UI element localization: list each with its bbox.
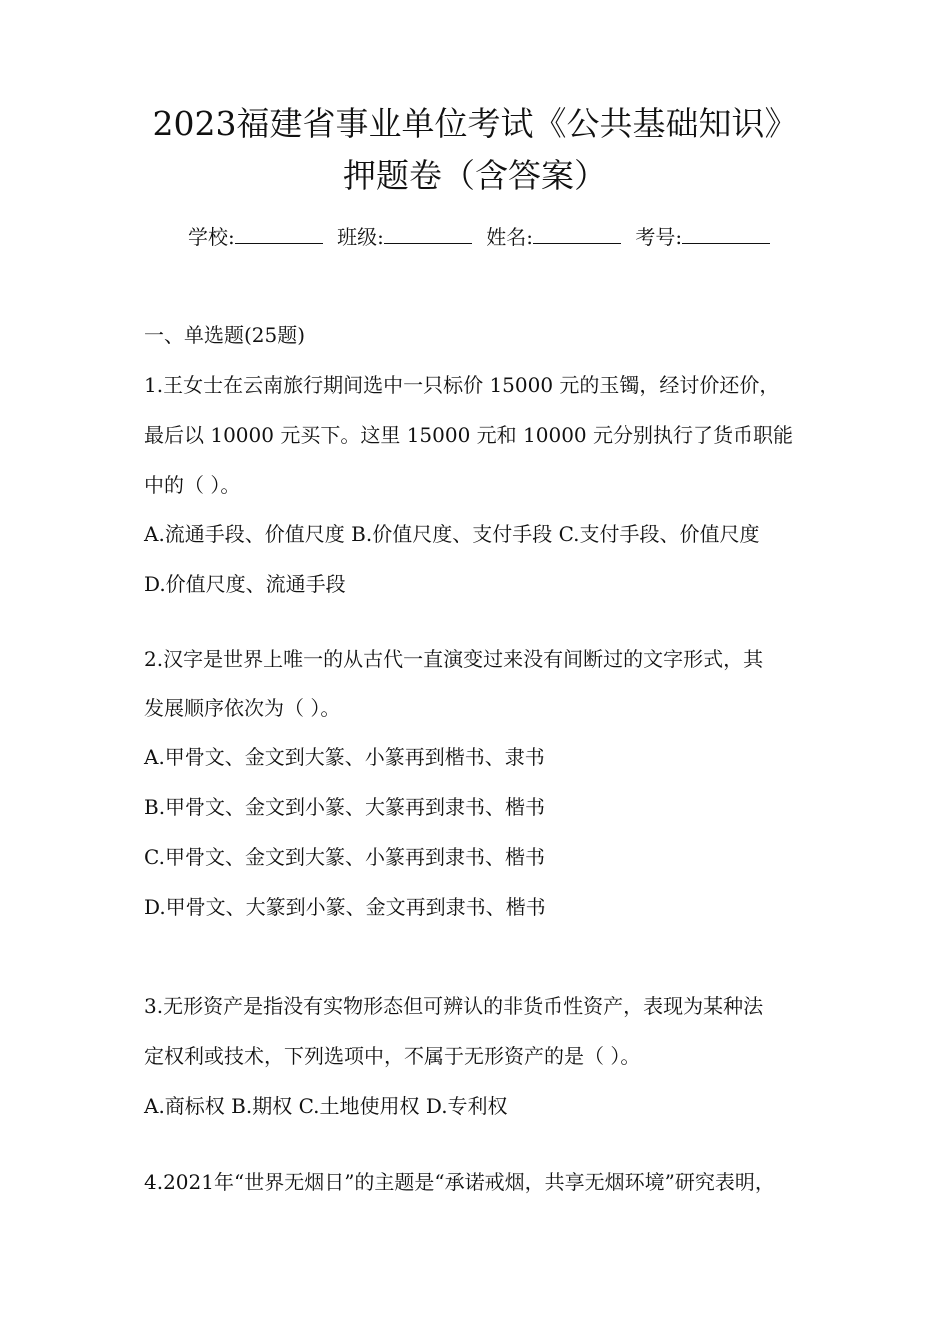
question-3-line-2: 定权利或技术，下列选项中，不属于无形资产的是（ ）。 [144,1044,641,1068]
exam-number-label: 考号: [635,225,683,249]
name-blank [533,223,621,244]
document-title-line-1: 2023福建省事业单位考试《公共基础知识》 [152,104,798,143]
question-3-line-1: 3.无形资产是指没有实物形态但可辨认的非货币性资产，表现为某种法 [144,994,764,1018]
question-2-line-1: 2.汉字是世界上唯一的从古代一直演变过来没有间断过的文字形式，其 [144,647,764,671]
student-info-row [188,222,778,252]
school-blank [235,223,323,244]
question-2-option-a: A.甲骨文、金文到大篆、小篆再到楷书、隶书 [144,745,545,769]
section-heading: 一、单选题(25题) [144,323,306,347]
question-2-option-c: C.甲骨文、金文到大篆、小篆再到隶书、楷书 [144,845,545,869]
question-4-line-1: 4.2021年“世界无烟日”的主题是“承诺戒烟，共享无烟环境”研究表明， [144,1170,775,1194]
question-1-line-1: 1.王女士在云南旅行期间选中一只标价 15000 元的玉镯，经讨价还价， [144,373,780,397]
exam-number-blank [682,223,770,244]
question-3-options: A.商标权 B.期权 C.土地使用权 D.专利权 [144,1094,508,1118]
question-1-line-3: 中的（ ）。 [144,473,241,497]
name-label: 姓名: [486,225,533,249]
question-2-option-b: B.甲骨文、金文到小篆、大篆再到隶书、楷书 [144,795,546,819]
question-1-options-1: A.流通手段、价值尺度 B.价值尺度、支付手段 C.支付手段、价值尺度 [144,522,760,546]
question-2-option-d: D.甲骨文、大篆到小篆、金文再到隶书、楷书 [144,895,546,919]
question-1-options-2: D.价值尺度、流通手段 [144,572,346,596]
school-label: 学校: [188,225,235,249]
document-title-line-2: 押题卷（含答案） [343,156,607,195]
class-blank [384,223,472,244]
question-1-line-2: 最后以 10000 元买下。这里 15000 元和 10000 元分别执行了货币职能 [144,423,794,447]
class-label: 班级: [337,225,384,249]
question-2-line-2: 发展顺序依次为（ ）。 [144,696,341,720]
